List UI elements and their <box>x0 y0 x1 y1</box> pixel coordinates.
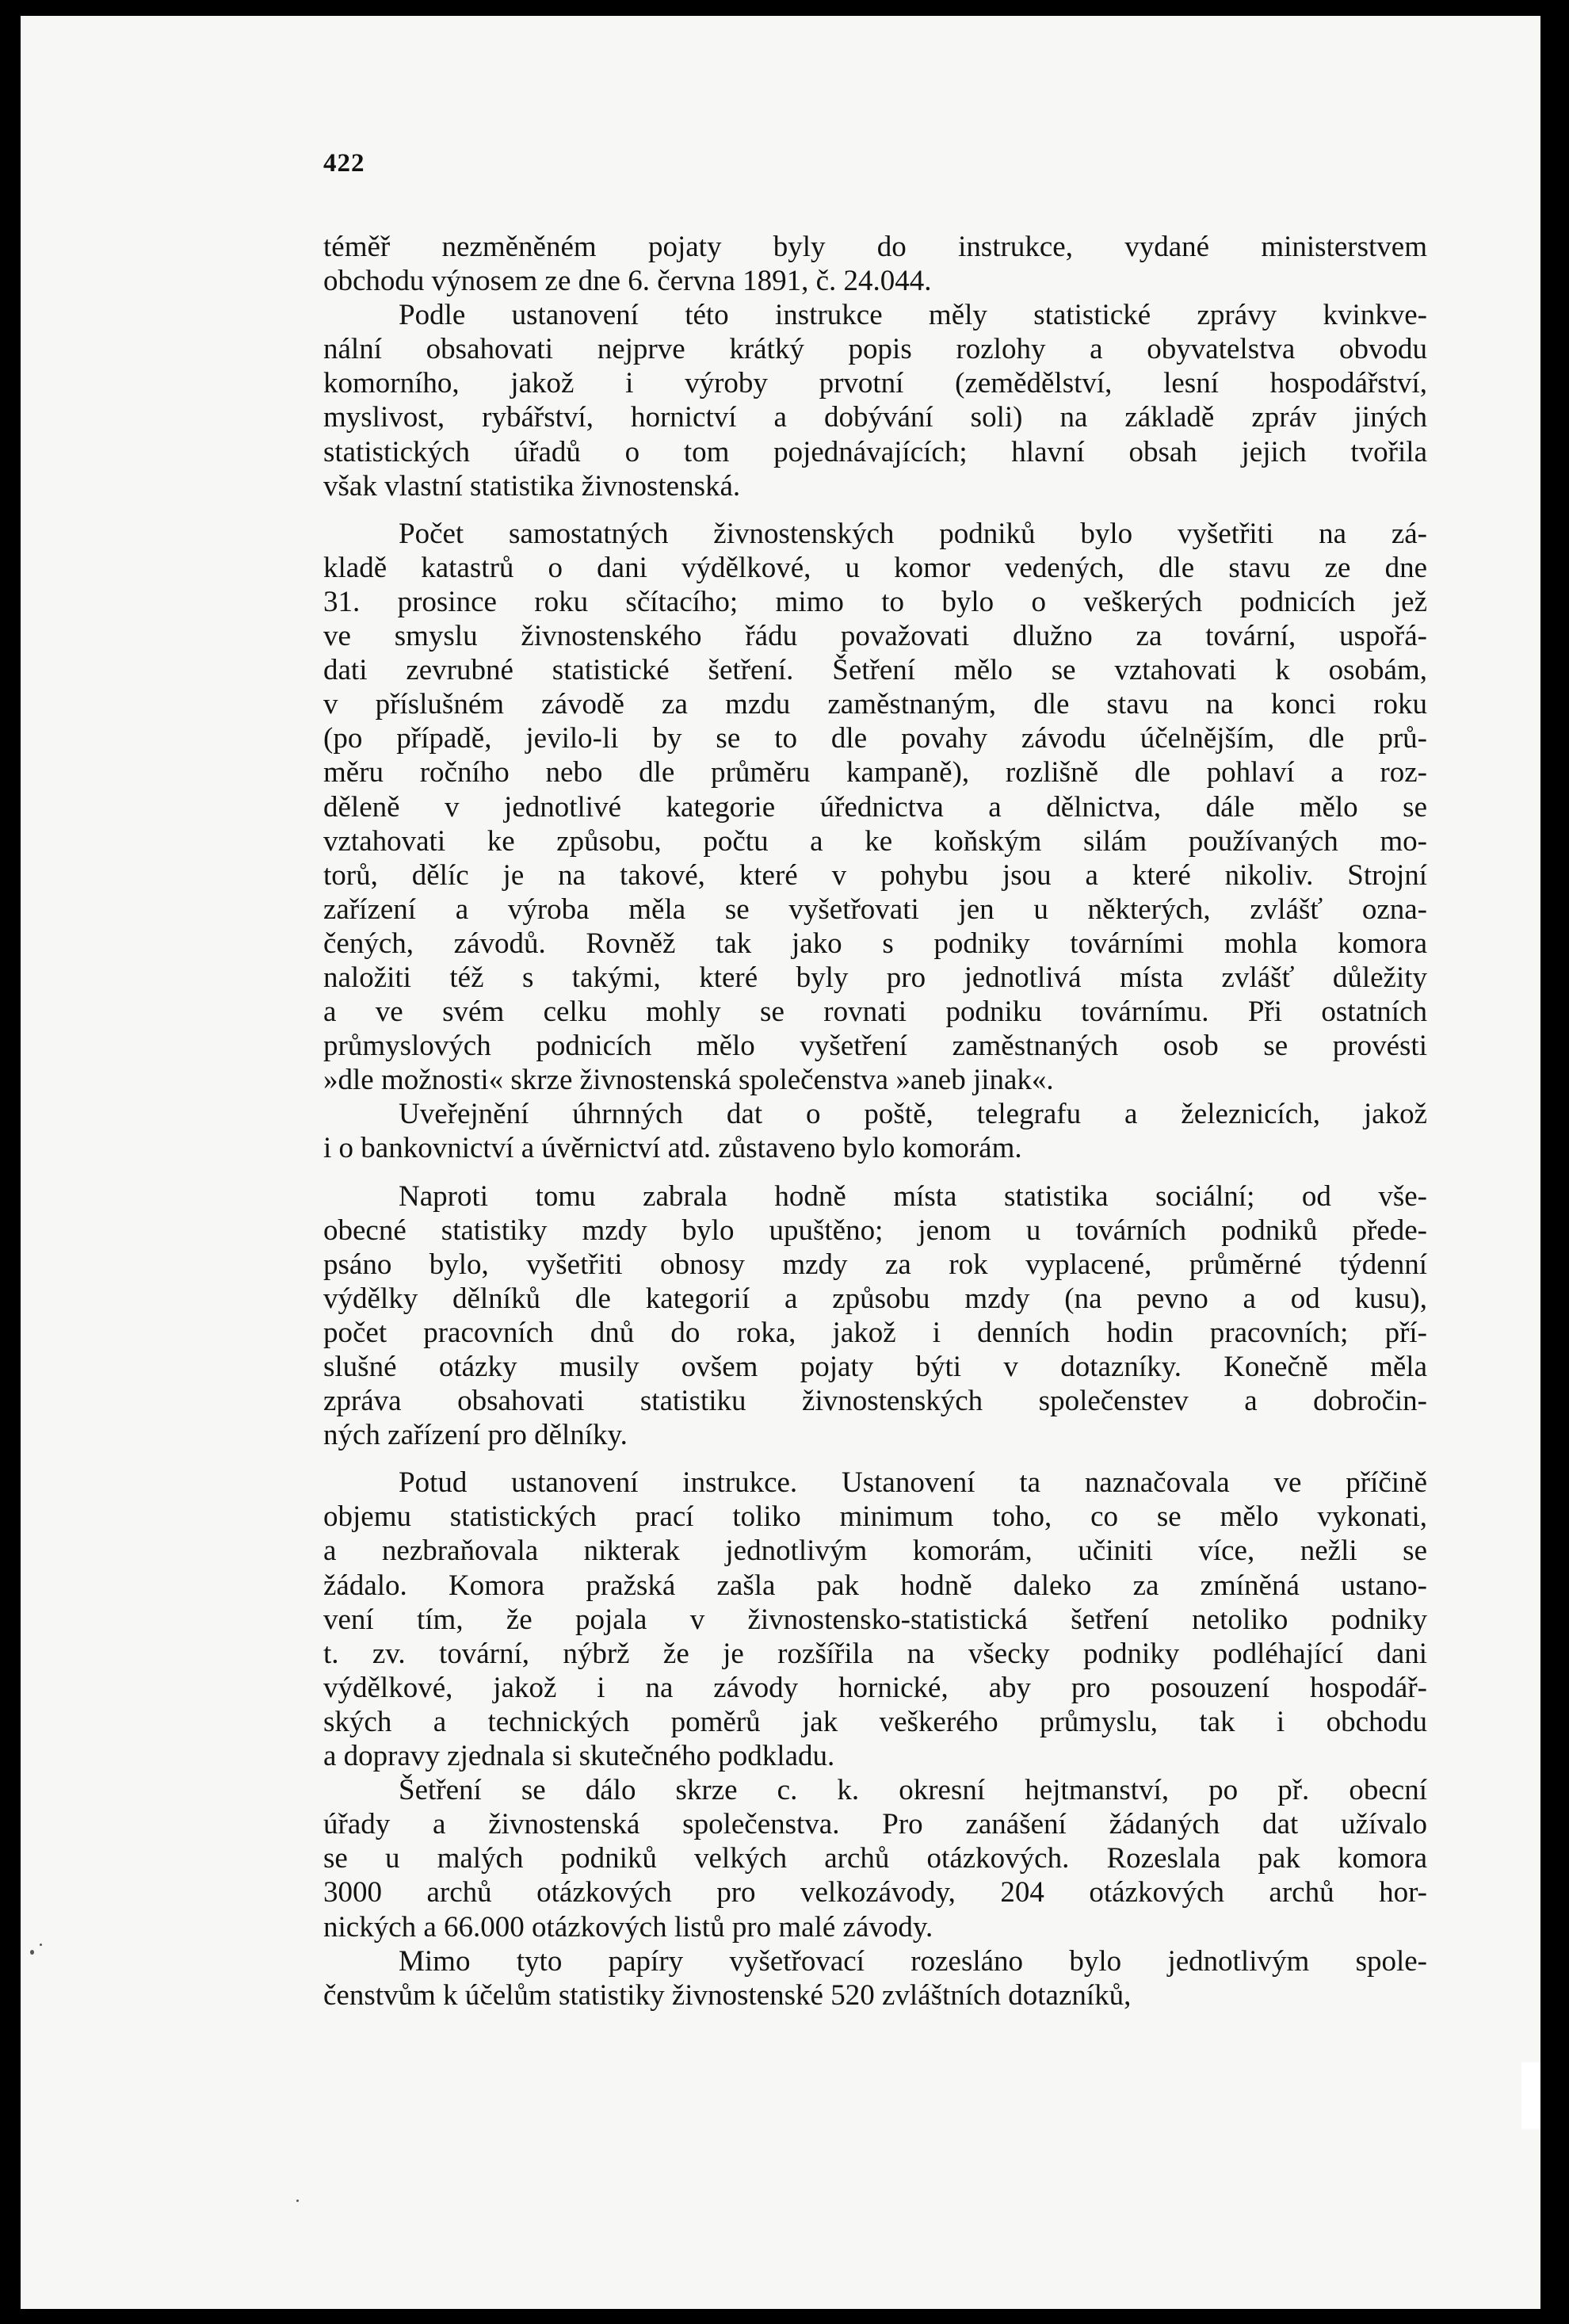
text-line: a dopravy zjednala si skutečného podkladu. <box>323 1740 835 1773</box>
text-line: dati zevrubné statistické šetření. Šetření mělo se vztahovati k osobám, <box>323 654 1427 687</box>
text-line: psáno bylo, vyšetřiti obnosy mzdy za rok vyplacené, průměrné týdenní <box>323 1248 1427 1281</box>
text-line: komorního, jakož i výroby prvotní (zemědělství, lesní hospodářství, <box>323 367 1427 400</box>
text-line: »dle možnosti« skrze živnostenská společenstva »aneb jinak«. <box>323 1064 1054 1097</box>
text-line: Potud ustanovení instrukce. Ustanovení ta naznačovala ve příčině <box>399 1466 1427 1500</box>
text-line: Podle ustanovení této instrukce měly statistické zprávy kvinkve- <box>399 299 1427 332</box>
text-line: obecné statistiky mzdy bylo upuštěno; jenom u továrních podniků přede- <box>323 1214 1427 1247</box>
page-number: 422 <box>323 149 365 178</box>
text-line: výdělkové, jakož i na závody hornické, aby pro posouzení hospodář- <box>323 1671 1427 1704</box>
scan-speck <box>40 1944 42 1946</box>
text-line: ných zařízení pro dělníky. <box>323 1419 628 1452</box>
paragraph <box>323 1944 1427 2012</box>
text-line: čenstvům k účelům statistiky živnostenské 520 zvláštních dotazníků, <box>323 1978 1132 2012</box>
book-page <box>21 16 1540 2309</box>
text-line: 3000 archů otázkových pro velkozávody, 204 otázkových archů hor- <box>323 1876 1427 1909</box>
text-line: se u malých podniků velkých archů otázkových. Rozeslala pak komora <box>323 1842 1427 1875</box>
paragraph <box>323 230 1427 298</box>
text-line: však vlastní statistika živnostenská. <box>323 469 741 503</box>
text-line: Naproti tomu zabrala hodně místa statistika sociální; od vše- <box>399 1179 1427 1213</box>
text-line: počet pracovních dnů do roka, jakož i denních hodin pracovních; pří- <box>323 1316 1427 1349</box>
text-line: průmyslových podnicích mělo vyšetření zaměstnaných osob se provésti <box>323 1030 1427 1063</box>
text-line: úřady a živnostenská společenstva. Pro zanášení žádaných dat užívalo <box>323 1808 1427 1841</box>
text-line: objemu statistických prací toliko minimum toho, co se mělo vykonati, <box>323 1500 1427 1534</box>
text-line: a nezbraňovala nikterak jednotlivým komorám, učiniti více, nežli se <box>323 1535 1427 1568</box>
text-line: torů, dělíc je na takové, které v pohybu jsou a které nikoliv. Strojní <box>323 858 1427 892</box>
text-line: ve smyslu živnostenského řádu považovati dlužno za tovární, uspořá- <box>323 620 1427 653</box>
text-line: vení tím, že pojala v živnostensko-statistická šetření netoliko podniky <box>323 1603 1427 1636</box>
text-line: nických a 66.000 otázkových listů pro malé závody. <box>323 1910 933 1944</box>
scan-speck <box>30 1950 34 1955</box>
text-line: myslivost, rybářství, hornictví a dobývání soli) na základě zpráv jiných <box>323 401 1427 434</box>
text-line: slušné otázky musily ovšem pojaty býti v dotazníky. Konečně měla <box>323 1351 1427 1383</box>
text-line: t. zv. tovární, nýbrž že je rozšířila na všecky podniky podléhající dani <box>323 1637 1427 1670</box>
text-line: Šetření se dálo skrze c. k. okresní hejtmanství, po př. obecní <box>399 1774 1427 1807</box>
page-edge-strip <box>1521 2062 1540 2129</box>
text-line: Počet samostatných živnostenských podniků bylo vyšetřiti na zá- <box>399 517 1427 550</box>
text-line: obchodu výnosem ze dne 6. června 1891, č. 24.044. <box>323 265 932 298</box>
paragraph <box>323 1773 1427 1944</box>
text-line: zařízení a výroba měla se vyšetřovati jen u některých, zvlášť ozna- <box>323 893 1427 926</box>
text-line: žádalo. Komora pražská zašla pak hodně daleko za zmíněná ustano- <box>323 1569 1427 1602</box>
text-line: měru ročního nebo dle průměru kampaně), rozlišně dle pohlaví a roz- <box>323 756 1427 789</box>
text-line: čených, závodů. Rovněž tak jako s podniky továrními mohla komora <box>323 927 1427 960</box>
text-line: nální obsahovati nejprve krátký popis rozlohy a obyvatelstva obvodu <box>323 333 1427 366</box>
text-line: (po případě, jevilo-li by se to dle povahy závodu účelnějším, dle prů- <box>323 722 1427 755</box>
paragraph <box>323 1179 1427 1453</box>
text-line: děleně v jednotlivé kategorie úřednictva a dělnictva, dále mělo se <box>323 790 1427 824</box>
paragraph <box>323 298 1427 503</box>
text-line: Mimo tyto papíry vyšetřovací rozesláno bylo jednotlivým spole- <box>399 1944 1427 1978</box>
text-line: statistických úřadů o tom pojednávajících; hlavní obsah jejich tvořila <box>323 435 1427 468</box>
text-line: výdělky dělníků dle kategorií a způsobu mzdy (na pevno a od kusu), <box>323 1282 1427 1315</box>
text-line: Uveřejnění úhrnných dat o poště, telegrafu a železnicích, jakož <box>399 1098 1427 1131</box>
text-line: vztahovati ke způsobu, počtu a ke koňským silám používaných mo- <box>323 824 1427 858</box>
text-line: a ve svém celku mohly se rovnati podniku továrnímu. Při ostatních <box>323 996 1427 1029</box>
text-line: naložiti též s takými, které byly pro jednotlivá místa zvlášť důležity <box>323 961 1427 994</box>
text-line: zpráva obsahovati statistiku živnostenských společenstev a dobročin- <box>323 1385 1427 1418</box>
paragraph <box>323 517 1427 1098</box>
text-line: i o bankovnictví a úvěrnictví atd. zůstaveno bylo komorám. <box>323 1132 1022 1165</box>
text-line: 31. prosince roku sčítacího; mimo to bylo o veškerých podnicích jež <box>323 585 1427 618</box>
text-line: téměř nezměněném pojaty byly do instrukce, vydané ministerstvem <box>323 231 1427 263</box>
text-line: ských a technických poměrů jak veškerého průmyslu, tak i obchodu <box>323 1705 1427 1738</box>
scan-speck <box>296 2200 299 2202</box>
text-line: kladě katastrů o dani výdělkové, u komor vedených, dle stavu ze dne <box>323 551 1427 584</box>
paragraph <box>323 1097 1427 1165</box>
paragraph <box>323 1466 1427 1773</box>
text-line: v příslušném závodě za mzdu zaměstnaným, dle stavu na konci roku <box>323 688 1427 721</box>
body-text <box>323 230 1427 2012</box>
